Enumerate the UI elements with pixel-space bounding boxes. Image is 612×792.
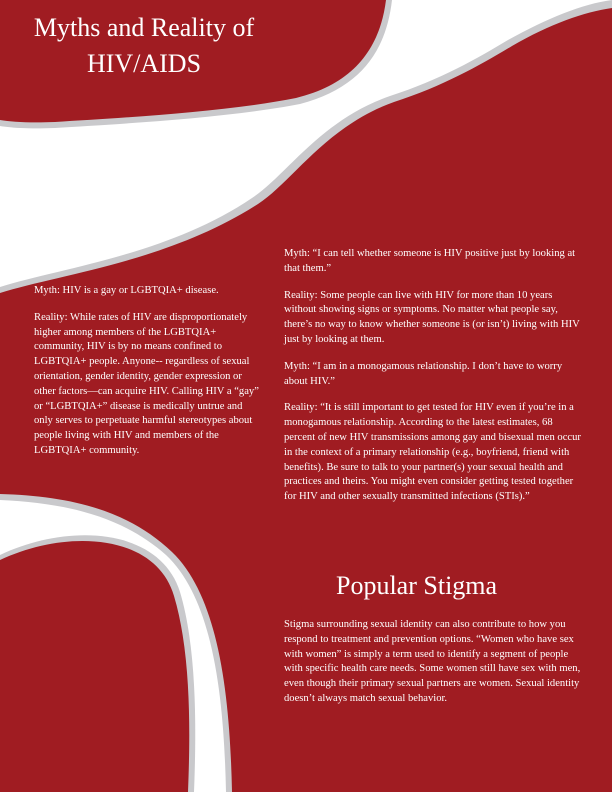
stigma-heading: Popular Stigma: [336, 571, 498, 600]
myth-3: Myth: “I am in a monogamous relationship. I don’t have to worry about HIV.”: [284, 360, 563, 387]
bottom-left-blob: [0, 541, 189, 792]
left-column: [34, 284, 260, 471]
title-line-2: HIV/AIDS: [86, 49, 202, 78]
myth-1: Myth: HIV is a gay or LGBTQIA+ disease.: [34, 285, 219, 296]
title-line-1: Myths and Reality of: [33, 13, 255, 42]
reality-3: Reality: “It is still important to get tested for HIV even if you’re in a monogamous relationship. According to the latest estimates, 68 percent of new HIV transmissions among gay and bisexual men occur in the context of a primary relationship (e.g., boyfriend, friend with benefits). Be sure to talk to your partner(s) your sexual health and practices and theirs. You might even consider getting tested together for HIV and other sexually transmitted infections (STIs).”: [284, 402, 581, 503]
title-block: [10, 10, 278, 82]
stigma-section: [284, 570, 584, 719]
stigma-paragraph: Stigma surrounding sexual identity can also contribute to how you respond to treatment and prevention options. “Women who have sex with women” is simply a term used to identify a segment of people with specific health care needs. Some women still have sex with men, even though their primary sexual partners are women. Sexual identity doesn’t always match sexual behavior.: [284, 619, 581, 704]
myth-2: Myth: “I can tell whether someone is HIV positive just by looking at that them.”: [284, 248, 576, 274]
right-column: [284, 247, 584, 517]
reality-1: Reality: While rates of HIV are disproportionately higher among members of the LGBTQIA+ community, HIV is by no means confined to LGBTQIA+ people. Anyone-- regardless of sexual orientation, gender identity, gender expression or other factors—can acquire HIV. Calling HIV a “gay” or “LGBTQIA+” disease is medically untrue and only serves to perpetuate harmful stereotypes about people living with HIV and members of the LGBTQIA+ community.: [34, 311, 259, 456]
reality-2: Reality: Some people can live with HIV for more than 10 years without showing signs or symptoms. No matter what people say, there’s no way to know whether someone is (or isn’t) living with HIV just by looking at them.: [284, 289, 580, 345]
